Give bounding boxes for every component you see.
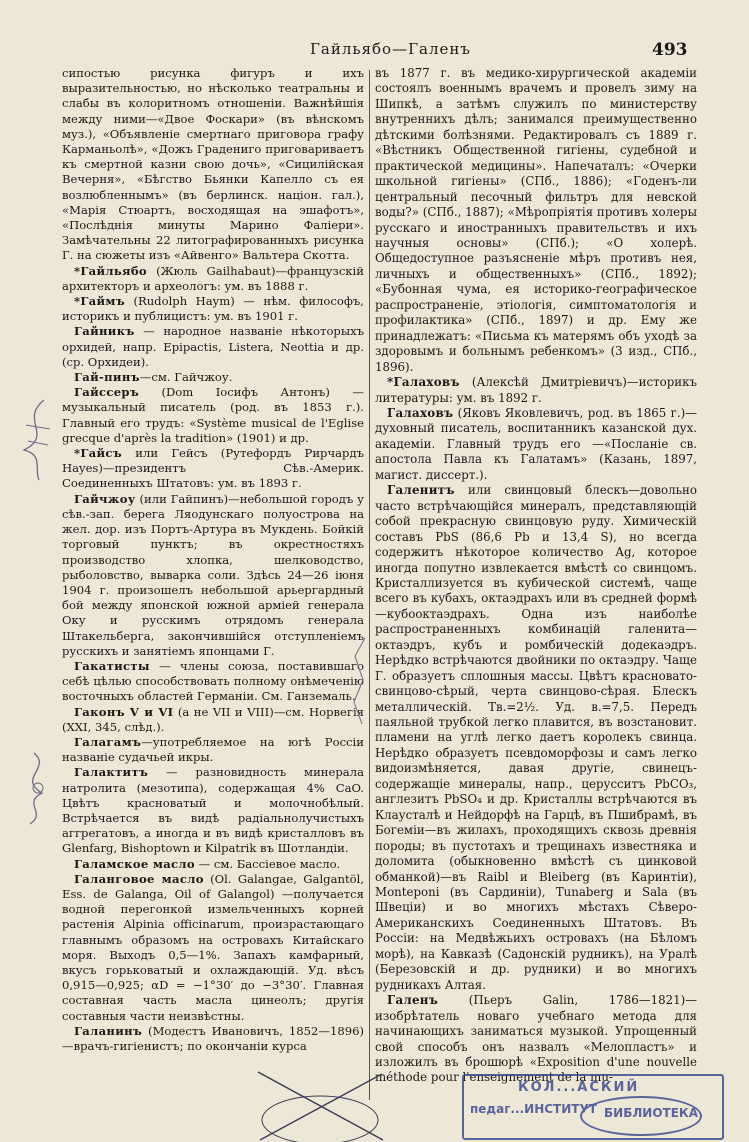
dictionary-entry [62, 1024, 364, 1054]
entry-headword: Гай-пинъ [74, 370, 140, 385]
left-column [62, 66, 364, 1054]
entry-headword: *Гайльябо [74, 263, 147, 278]
page-number: 493 [652, 40, 688, 60]
dictionary-entry [62, 735, 364, 765]
margin-bracket [349, 636, 369, 726]
dictionary-entry [62, 446, 364, 492]
library-stamp [462, 1074, 724, 1140]
entry-text: — члены союза, поставившаго себѣ цѣлью способствовать полному онѣмеченію восточныхъ областей Германіи. См. Ганземаль. [62, 658, 364, 704]
entry-headword: *Гаймъ [74, 294, 125, 309]
dictionary-entry [62, 492, 364, 659]
dictionary-entry [62, 765, 364, 856]
entry-text: — народное названіе нѣкоторыхъ орхидей, напр. Epipactis, Listera, Neottia и др. (ср. Орхидеи). [62, 324, 364, 369]
entry-text: — см. Бассіевое масло. [194, 856, 341, 871]
dictionary-entry [375, 483, 697, 993]
entry-headword: Галенъ [387, 993, 439, 1008]
entry-headword: *Галаховъ [387, 375, 460, 390]
stamp-line-2: педаг...ИНСТИТУТ [470, 1102, 597, 1116]
entry-headword: Галагамъ [74, 734, 142, 749]
entry-headword: Гайникъ [74, 324, 135, 339]
entry-text: (Rudolph Haym) — нѣм. философъ, историкъ и публицистъ: ум. въ 1901 г. [62, 294, 364, 324]
entry-headword: Галанинъ [74, 1023, 143, 1038]
stamp-line-3: БИБЛИОТЕКА [604, 1106, 699, 1120]
entry-text: (Dom Iосифъ Антонъ) — музыкальный писатель (род. въ 1853 г.). Главный его трудъ: «Système musical de l'Eglise grecque d'après la tradition» (1901) и др. [62, 385, 364, 445]
entry-headword: Галенитъ [387, 483, 455, 498]
dictionary-entry [62, 857, 364, 872]
dictionary-entry [375, 66, 697, 375]
dictionary-entry [62, 872, 364, 1024]
entry-text: или свинцовый блескъ—довольно часто встрѣчающійся минералъ, представляющій собой прекрасную свинцовую руду. Химическій составъ PbS (86,6 Pb и 13,4 S), но всегда содержитъ нѣкоторое количество Ag, которое иногда попутно извлекается вмѣстѣ со свинцомъ. Кристаллизуется въ кубической системѣ, чаще всего въ кубахъ, октаэдрахъ или въ средней формѣ—кубооктаэдрахъ. Одна изъ наиболѣе распространенныхъ комбинацій галенита—октаэдръ, кубъ и ромбическій додекаэдръ. Нерѣдко встрѣчаются двойники по октаэдру. Чаще Г. образуетъ сплошныя массы. Цвѣтъ красновато-свинцово-сѣрый, черта свинцово-сѣрая. Блескъ металлическій. Тв.=2½. Уд. в.=7,5. Передъ паяльной трубкой легко плавится, въ возстановит. пламени на углѣ легко даетъ королекъ свинца. Нерѣдко образуетъ псевдоморфозы и самъ легко видоизмѣняется, давая другіе, свинецъ-содержащіе минералы, напр., церусситъ PbCO₃, англезитъ PbSO₄ и др. Кристаллы встрѣчаются въ Клаусталѣ и Нейдорфѣ на Гарцѣ, въ Пшибрамѣ, въ Богеміи—въ жилахъ, проходящихъ сквозь древнія породы; въ пустотахъ и трещинахъ известняка и доломита (обыкновенно вмѣстѣ съ цинковой обманкой)—въ Raibl и Bleiberg (въ Каринтіи), Monteponi (въ Сардиніи), Tunaberg и Sala (въ Швеціи) и во многихъ мѣстахъ Сѣверо-Американскихъ Соединенныхъ Штатовъ. Въ Россіи: на Медвѣжьихъ островахъ (на Бѣломъ морѣ), на Кавказѣ (Садонскій рудникъ), на Уралѣ (Березовскій и др. рудники) и во многихъ рудникахъ Алтая. [375, 483, 697, 992]
entry-headword: Галамское масло [74, 856, 195, 871]
entry-text: (или Гайпинъ)—небольшой городъ у сѣв.-зап. берега Ляодунскаго полуострова на жел. дор. изъ Портъ-Артура въ Мукдень. Бойкій торговый пунктъ; въ окрестностяхъ производство хлопка, шелководство, рыболовство, выварка соли. Здѣсь 24—26 іюня 1904 г. произошелъ небольшой арьергардный бой между японской южной арміей генерала Оку и русскимъ отрядомъ генерала Штакельберга, закончившійся отступленіемъ русскихъ и занятіемъ японцами Г. [62, 491, 364, 658]
entry-text: (Алексѣй Дмитріевичъ)—историкъ литературы: ум. въ 1892 г. [375, 375, 697, 405]
entry-text: сипостью рисунка фигуръ и ихъ выразительностью, но нѣсколько театральны и слабы въ колоритномъ отношеніи. Важнѣйшія между ними—«Двое Фоскари» (въ вѣнскомъ муз.), «Объявленіе смертнаго приговора графу Карманьолѣ», «Дожъ Градениго приговариваетъ къ смертной казни свою дочь», «Сицилійская Вечерня», «Бѣгство Бьянки Капелло съ ея возлюбленнымъ» (въ берлинск. націон. гал.), «Марія Стюартъ, восходящая на эшафотъ», «Послѣднія минуты Марино Фаліери». Замѣчательны 22 литографированныхъ рисунка Г. на сюжеты изъ «Айвенго» Вальтера Скотта. [62, 66, 364, 263]
column-divider [369, 70, 370, 1100]
entry-text: — разновидность минерала натролита (мезотипа), содержащая 4% CaO. Цвѣтъ красноватый и молочнобѣлый. Встрѣчается въ видѣ радіальнолучистыхъ аггрегатовъ, а иногда и въ видѣ кристалловъ въ Glenfarg, Bishoptown и Kilpatrik въ Шотландіи. [62, 765, 364, 856]
margin-pencil-mark [12, 748, 56, 828]
dictionary-entry [62, 705, 364, 735]
entry-headword: Гайчжоу [74, 491, 136, 506]
ink-cross-mark [248, 1068, 393, 1142]
entry-text: —употребляемое на югѣ Россіи названіе судачьей икры. [62, 734, 364, 765]
entry-headword: Галактитъ [74, 765, 149, 780]
entry-text: въ 1877 г. въ медико-хирургической академіи состоялъ военнымъ врачемъ и провелъ зиму на Шипкѣ, а затѣмъ служилъ по министерству внутреннихъ дѣлъ; занимался преимущественно дѣтскими болѣзнями. Редактировалъ съ 1889 г. «Вѣстникъ Общественной гигіены, судебной и практической медицины». Напечаталъ: «Очерки школьной гигіены» (СПб., 1886); «Годенъ-ли центральный песочный фильтръ для невской воды?» (СПб., 1887); «Мѣропріятія противъ холеры русскаго и иностранныхъ правительствъ и ихъ научныя основы» (СПб.); «О холерѣ. Общедоступное разъясненіе мѣръ противъ нея, личныхъ и общественныхъ» (СПб., 1892); «Бубонная чума, ея историко-географическое распространеніе, этіологія, симптоматологія и профилактика» (СПб., 1897) и др. Ему же принадлежатъ: «Письма къ матерямъ объ уходѣ за здоровымъ и больнымъ ребенкомъ» (3 изд., СПб., 1896). [375, 66, 697, 374]
dictionary-entry [62, 659, 364, 705]
entry-text: или Гейсъ (Рутефордъ Рирчардъ Hayes)—президентъ Сѣв.-Америк. Соединенныхъ Штатовъ: ум. въ 1893 г. [62, 446, 364, 491]
dictionary-entry [62, 370, 364, 385]
entry-text: (Ol. Galangae, Galgantöl, Ess. de Galanga, Oil of Galangol) —получается водной перегонкой измельченныхъ корней растенія Alpinia officinarum, произрастающаго главнымъ образомъ на островахъ Китайскаго моря. Выходъ 0,5—1%. Запахъ камфарный, вкусъ горьковатый и охлаждающій. Уд. вѣсъ 0,915—0,925; αD = −1°30′ до −3°30′. Главная составная часть масла цинеолъ; другія составныя части неизвѣстны. [62, 871, 365, 1023]
margin-pencil-mark [14, 395, 58, 485]
entry-headword: *Гайсъ [74, 446, 122, 461]
dictionary-entry [62, 294, 364, 324]
dictionary-entry [62, 324, 364, 370]
entry-headword: Галанговое масло [74, 871, 204, 886]
dictionary-entry [62, 264, 364, 294]
dictionary-entry [375, 375, 697, 406]
stamp-line-1: КОЛ...АСКИЙ [518, 1080, 640, 1095]
right-column [375, 66, 697, 1086]
entry-headword: Галаховъ [387, 405, 454, 420]
entry-headword: Гаконъ V и VI [74, 704, 174, 719]
entry-text: —см. Гайчжоу. [139, 370, 233, 385]
entry-text: (Модестъ Ивановичъ, 1852—1896)—врачъ-гигіенистъ; по окончаніи курса [62, 1023, 364, 1053]
dictionary-entry [62, 385, 364, 446]
entry-headword: Гайссеръ [74, 385, 140, 400]
dictionary-entry [375, 993, 697, 1086]
entry-text: (Яковъ Яковлевичъ, род. въ 1865 г.)—духовный писатель, воспитанникъ казанской дух. академіи. Главный трудъ его —«Посланіе св. апостола Павла къ Галатамъ» (Казань, 1897, магист. диссерт.). [375, 405, 697, 482]
entry-text: (Жюль Gailhabaut)—французскій архитекторъ и археологъ: ум. въ 1888 г. [62, 263, 364, 293]
dictionary-entry [62, 66, 364, 264]
running-head: Гайльябо—Галенъ [310, 40, 471, 58]
entry-headword: Гакатисты [74, 658, 150, 673]
entry-text: (Пьеръ Galin, 1786—1821)—изобрѣтатель новаго учебнаго метода для начинающихъ заниматься музыкой. Упрощенный свой способъ онъ назвалъ «Мелопластъ» и изложилъ въ брошюрѣ «Exposition d'une nouvelle méthode pour l'enseignement de la mu- [375, 993, 697, 1085]
dictionary-entry [375, 406, 697, 483]
entry-text: (а не VII и VIII)—см. Норвегія (XXI, 345, слѣд.). [62, 704, 364, 734]
